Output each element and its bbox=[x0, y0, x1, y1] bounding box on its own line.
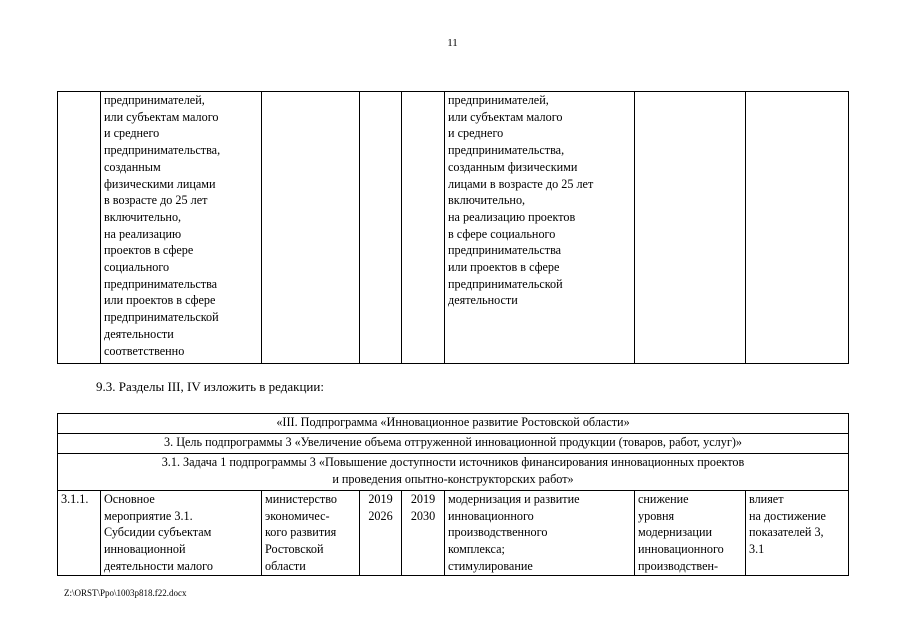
cell-number: 3.1.1. bbox=[58, 491, 101, 576]
cell-executor bbox=[262, 92, 360, 364]
footer-file-path: Z:\ORST\Ppo\1003p818.f22.docx bbox=[64, 588, 187, 598]
table-row bbox=[58, 92, 849, 364]
table-row bbox=[58, 414, 849, 434]
page-number: 11 bbox=[447, 37, 458, 49]
table-row bbox=[58, 491, 849, 576]
table-row bbox=[58, 454, 849, 491]
cell-start-year: 2019 2026 bbox=[360, 491, 402, 576]
cell-expected-result: предпринимателей, или субъектам малого и среднего предпринимательства, созданным физическими лицами в возрасте до 25 лет включительно, на реализацию проектов в сфере социального предпринимательства или проектов в сфере предпринимательской деятельности bbox=[445, 92, 635, 364]
cell-relation: влияет на достижение показателей 3, 3.1 bbox=[746, 491, 849, 576]
cell-number bbox=[58, 92, 101, 364]
subprogram-goal: 3. Цель подпрограммы 3 «Увеличение объема отгруженной инновационной продукции (товаров, работ, услуг)» bbox=[58, 434, 849, 454]
subprogram-table bbox=[57, 413, 849, 576]
cell-relation bbox=[746, 92, 849, 364]
cell-expected-result: модернизация и развитие инновационного производственного комплекса; стимулирование bbox=[445, 491, 635, 576]
table-row bbox=[58, 434, 849, 454]
subprogram-title: «III. Подпрограмма «Инновационное развитие Ростовской области» bbox=[58, 414, 849, 434]
cell-end-year: 2019 2030 bbox=[402, 491, 445, 576]
subprogram-task: 3.1. Задача 1 подпрограммы 3 «Повышение доступности источников финансирования инновационных проектов и проведения опытно-конструкторских работ» bbox=[58, 454, 849, 491]
cell-consequences: снижение уровня модернизации инновационного производствен- bbox=[635, 491, 746, 576]
cell-consequences bbox=[635, 92, 746, 364]
amendment-note: 9.3. Разделы III, IV изложить в редакции: bbox=[96, 379, 324, 394]
cell-activity: Основное мероприятие 3.1. Субсидии субъектам инновационной деятельности малого bbox=[101, 491, 262, 576]
cell-end-year bbox=[402, 92, 445, 364]
cell-start-year bbox=[360, 92, 402, 364]
continuation-table bbox=[57, 91, 849, 364]
cell-executor: министерство экономичес- кого развития Ростовской области bbox=[262, 491, 360, 576]
cell-activity: предпринимателей, или субъектам малого и среднего предпринимательства, созданным физическими лицами в возрасте до 25 лет включительно, на реализацию проектов в сфере социального предпринимательства или проектов в сфере предпринимательской деятельности соответственно bbox=[101, 92, 262, 364]
